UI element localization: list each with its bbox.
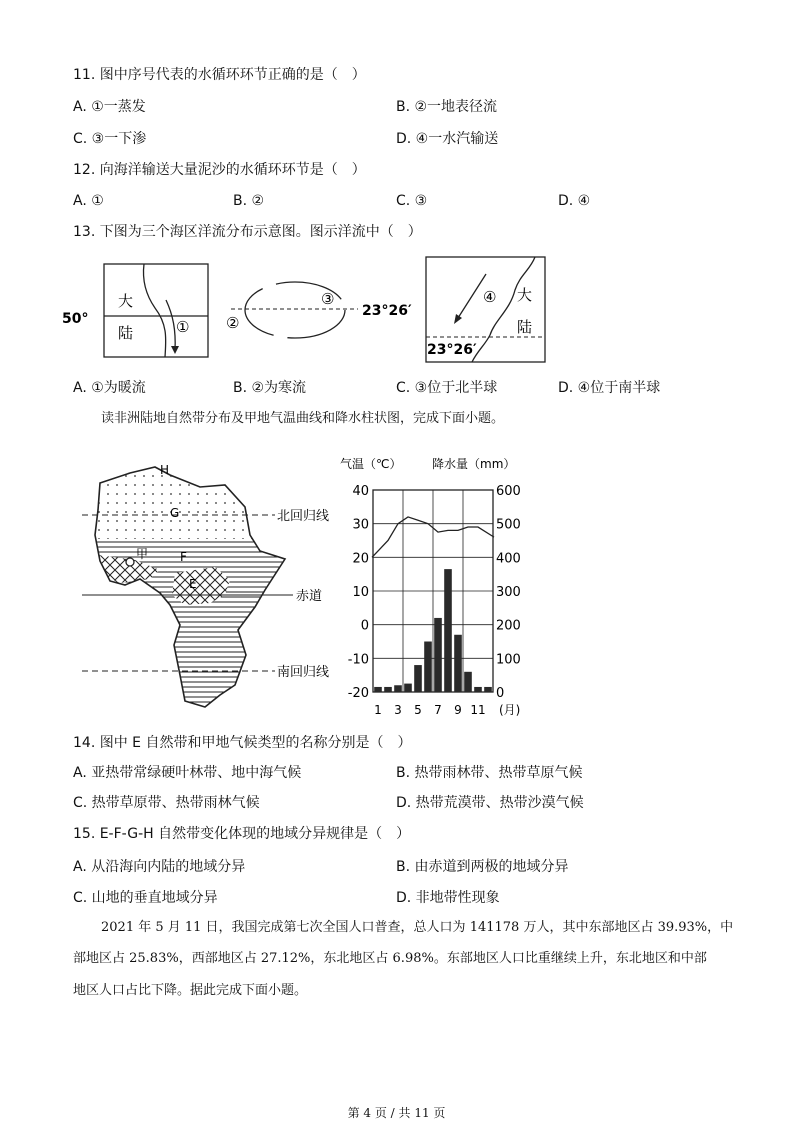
current-4-arrowhead [454,314,462,324]
precip-bar [454,635,462,692]
precip-bar [404,684,412,692]
da-label: 大 [118,292,134,310]
q13-option-a[interactable]: A. ①为暖流 [73,380,146,396]
q12-option-d[interactable]: D. ④ [558,193,591,209]
box-1 [104,264,208,357]
precip-bar [484,687,492,692]
q11-option-a[interactable]: A. ①一蒸发 [73,99,146,115]
q11-option-d[interactable]: D. ④一水汽输送 [396,131,499,147]
y2-tick-label: 0 [496,686,505,701]
label-equator: 赤道 [296,589,323,604]
precip-bar [374,687,382,692]
lat-2326-label-b: 23°26′ [427,342,477,358]
q12-option-b[interactable]: B. ② [233,193,265,209]
q14-stem: 14. 图中 E 自然带和甲地气候类型的名称分别是（ ） [73,735,412,751]
q14-option-a[interactable]: A. 亚热带常绿硬叶林带、地中海气候 [73,765,302,781]
da-label-4: 大 [517,286,533,304]
q15-option-d[interactable]: D. 非地带性现象 [396,890,500,906]
coastline-4 [472,257,535,362]
current-1-arrowhead [171,346,179,354]
y-tick-label: 0 [360,618,369,634]
x-tick-label: 5 [414,703,422,717]
q15-option-b[interactable]: B. 由赤道到两极的地域分异 [396,859,569,875]
y-tick-label: -20 [347,686,369,701]
x-tick-label: 9 [454,703,462,717]
y-tick-label: 20 [352,551,369,567]
label-south-tropic: 南回归线 [277,665,330,680]
x-tick-label: 7 [434,703,442,717]
y2-tick-label: 300 [496,585,521,600]
current-3-label: ③ [321,290,335,308]
precip-bar [474,687,482,692]
q14-option-d[interactable]: D. 热带荒漠带、热带沙漠气候 [396,795,584,811]
y2-tick-label: 600 [496,484,521,499]
q15-stem: 15. E-F-G-H 自然带变化体现的地域分异规律是（ ） [73,826,411,842]
label-E: E [189,577,197,591]
y-tick-label: -10 [347,652,369,668]
lu-label-4: 陆 [517,318,533,336]
lat-2326-label-a: 23°26′ [362,303,412,319]
q15-option-a[interactable]: A. 从沿海向内陆的地域分异 [73,859,246,875]
precip-bar [384,687,392,692]
q12-stem: 12. 向海洋输送大量泥沙的水循环环节是（ ） [73,162,366,178]
q13-option-c[interactable]: C. ③位于北半球 [396,380,498,396]
passage-line-3: 地区人口占比下降。据此完成下面小题。 [73,983,308,998]
africa-natural-zone-map [60,455,340,720]
q13-option-b[interactable]: B. ②为寒流 [233,380,307,396]
current-2-label: ② [226,314,240,332]
lat-50-label: 50° [62,311,89,327]
passage-line-2: 部地区占 25.83%，西部地区占 27.12%，东北地区占 6.98%。东部地区人口比重继续上升，东北地区和中部 [73,951,707,966]
y2-tick-label: 200 [496,618,521,634]
current-1-label: ① [176,318,190,336]
jia-location-marker [126,558,134,566]
q11-option-c[interactable]: C. ③一下渗 [73,131,147,147]
precip-bar [394,685,402,692]
y-tick-label: 30 [352,517,369,533]
lu-label: 陆 [118,324,134,342]
climate-chart [340,456,535,728]
x-tick-label: 11 [470,703,486,717]
precip-bar [434,618,442,692]
y-tick-label: 40 [352,484,369,499]
y2-axis-title: 降水量（mm） [432,457,516,471]
x-tick-label: 3 [394,703,402,717]
q14-option-c[interactable]: C. 热带草原带、热带雨林气候 [73,795,260,811]
label-F: F [180,550,187,564]
zone-G [60,455,340,539]
label-G: G [170,506,180,520]
current-4-label: ④ [483,288,497,306]
precip-bar [464,672,472,692]
y2-tick-label: 500 [496,517,521,533]
q12-option-c[interactable]: C. ③ [396,193,428,209]
q13-option-d[interactable]: D. ④位于南半球 [558,380,661,396]
q14-option-b[interactable]: B. 热带雨林带、热带草原气候 [396,765,583,781]
passage-line-1: 2021 年 5 月 11 日，我国完成第七次全国人口普查，总人口为 141178 万人，其中东部地区占 39.93%，中 [101,920,734,935]
x-unit-label: (月) [499,703,521,717]
y2-tick-label: 400 [496,551,521,567]
q15-option-c[interactable]: C. 山地的垂直地域分异 [73,890,218,906]
ocean-current-figure [60,250,560,370]
current-1-arrow [166,300,175,350]
q11-stem: 11. 图中序号代表的水循环环节正确的是（ ） [73,67,366,83]
y-axis-title: 气温（℃） [340,457,402,471]
x-tick-label: 1 [374,703,382,717]
precip-bar [424,642,432,693]
label-north-tropic: 北回归线 [277,509,330,524]
current-4-arrow [458,274,486,318]
q13-stem: 13. 下图为三个海区洋流分布示意图。图示洋流中（ ） [73,224,422,240]
precip-bar [414,665,422,692]
y-tick-label: 10 [352,585,369,600]
label-H: H [160,463,170,477]
page-footer: 第 4 页 / 共 11 页 [347,1106,446,1120]
africa-intro: 读非洲陆地自然带分布及甲地气温曲线和降水柱状图，完成下面小题。 [101,411,505,426]
q11-option-b[interactable]: B. ②一地表径流 [396,99,498,115]
label-jia: 甲 [136,547,149,561]
q12-option-a[interactable]: A. ① [73,193,104,209]
y2-tick-label: 100 [496,652,521,668]
coastline-1 [143,264,165,357]
precip-bar [444,569,452,692]
